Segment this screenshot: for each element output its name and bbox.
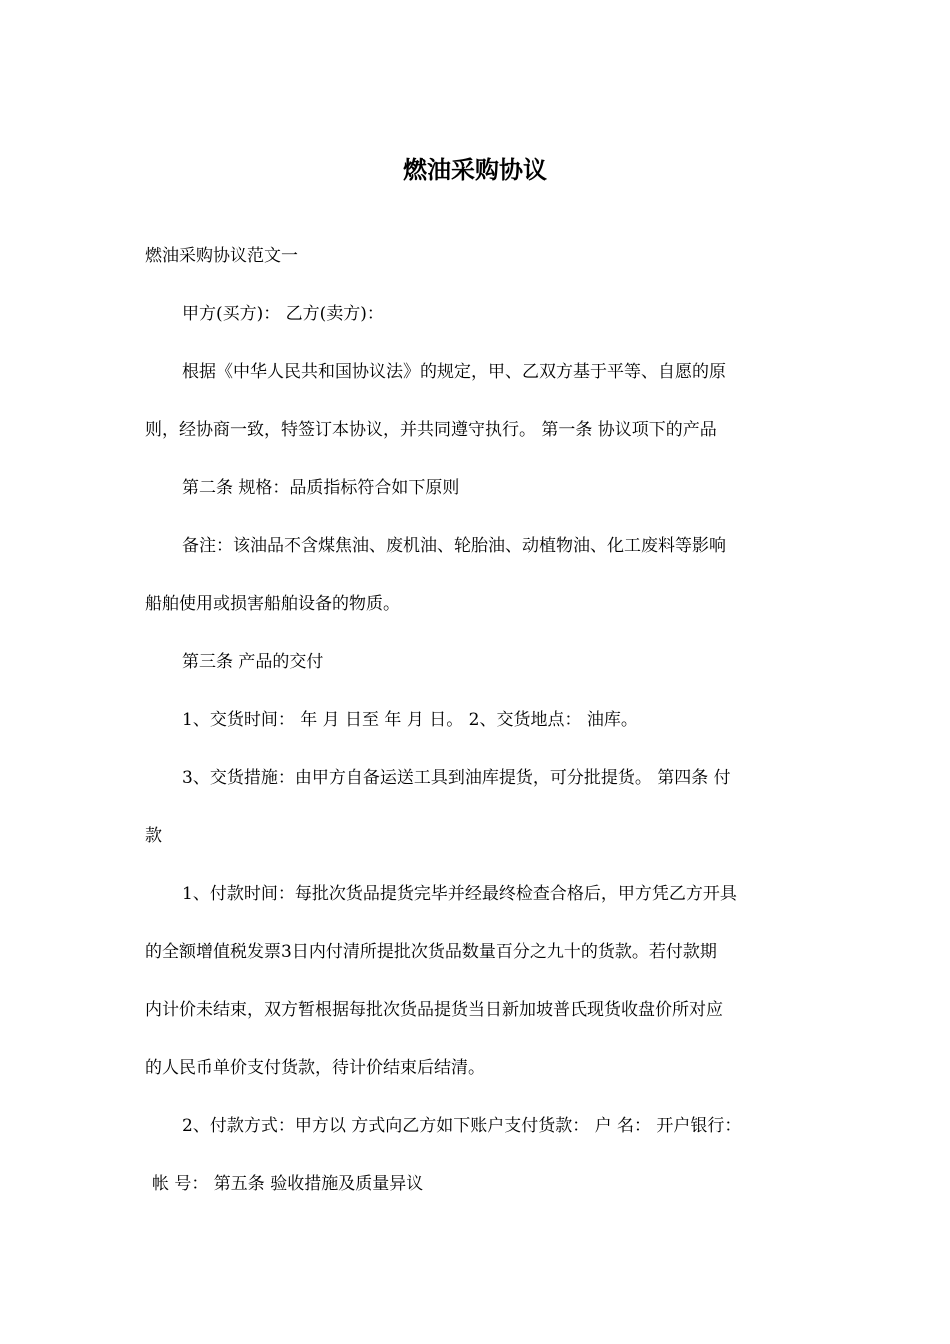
parties-line: 甲方(买方)： 乙方(卖方)： [182,304,384,324]
paragraph-line: 内计价未结束，双方暂根据每批次货品提货当日新加坡普氏现货收盘价所对应 [145,1000,723,1020]
paragraph-line: 根据《中华人民共和国协议法》的规定，甲、乙双方基于平等、自愿的原 [182,362,726,382]
clause-line: 2、付款方式：甲方以 方式向乙方如下账户支付货款： 户 名： 开户银行： [182,1116,742,1136]
paragraph-line: 的人民币单价支付货款，待计价结束后结清。 [145,1058,485,1078]
paragraph-line: 款 [145,826,162,846]
article-line: 第二条 规格：品质指标符合如下原则 [182,478,460,498]
paragraph-line: 则，经协商一致，特签订本协议，并共同遵守执行。 第一条 协议项下的产品 [145,420,717,440]
clause-line: 1、付款时间：每批次货品提货完毕并经最终检查合格后，甲方凭乙方开具 [182,884,737,904]
clause-line: 3、交货措施：由甲方自备运送工具到油库提货，可分批提货。 第四条 付 [182,768,731,788]
paragraph-line: 备注：该油品不含煤焦油、废机油、轮胎油、动植物油、化工废料等影响 [182,536,726,556]
document-title: 燃油采购协议 [403,156,547,184]
paragraph-line: 船舶使用或损害船舶设备的物质。 [145,594,400,614]
paragraph-line: 帐 号： 第五条 验收措施及质量异议 [152,1174,424,1194]
clause-line: 1、交货时间： 年 月 日至 年 月 日。 2、交货地点： 油库。 [182,710,638,730]
article-line: 第三条 产品的交付 [182,652,324,672]
paragraph-line: 的全额增值税发票3日内付清所提批次货品数量百分之九十的货款。若付款期 [145,942,717,962]
section-heading: 燃油采购协议范文一 [145,246,298,266]
